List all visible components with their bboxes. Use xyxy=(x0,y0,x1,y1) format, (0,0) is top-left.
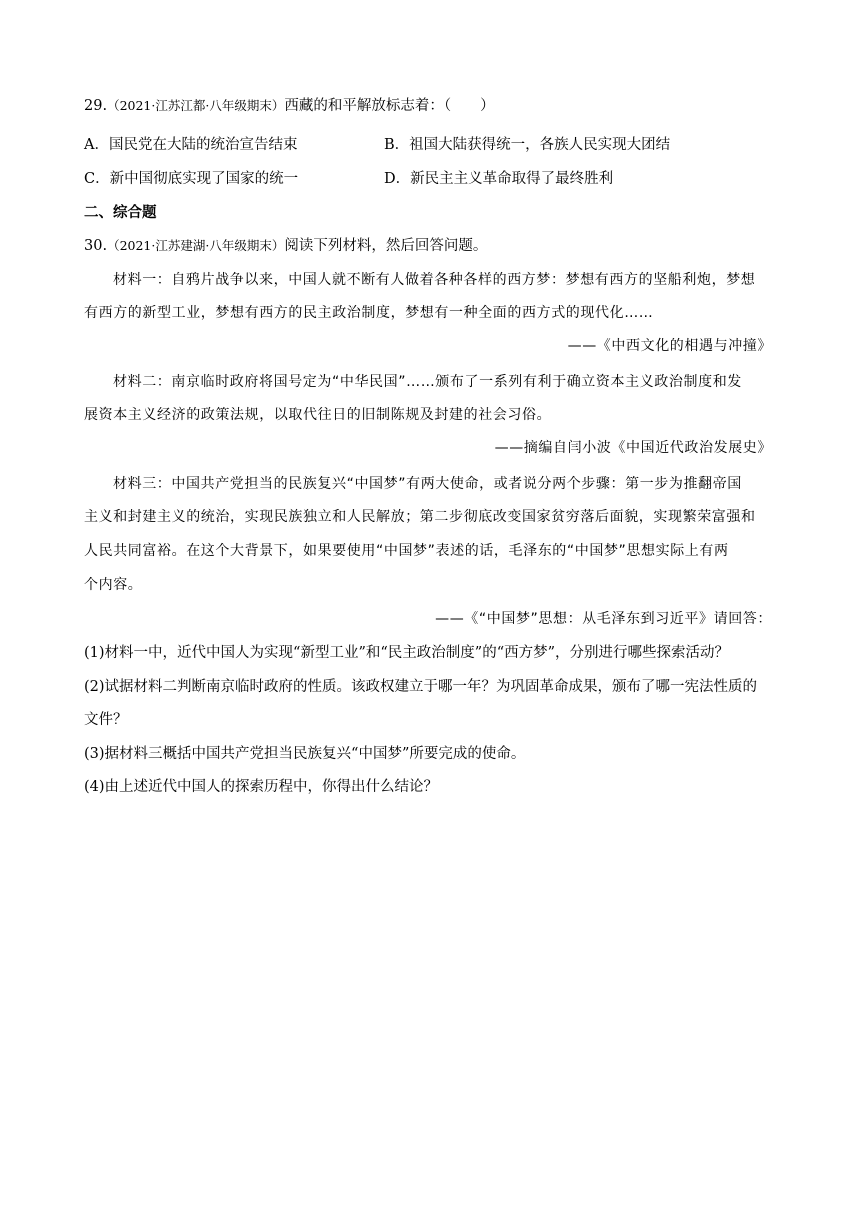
material3-line1: 材料三：中国共产党担当的民族复兴“中国梦”有两大使命，或者说分两个步骤：第一步为推翻帝国 xyxy=(113,476,742,492)
material3-line4: 个内容。 xyxy=(84,577,143,593)
subquestion-3: (3)据材料三概括中国共产党担当民族复兴“中国梦”所要完成的使命。 xyxy=(84,746,526,762)
q30-number: 30. xyxy=(84,238,108,254)
subquestion-4: (4)由上述近代中国人的探索历程中，你得出什么结论？ xyxy=(84,779,439,795)
option-text: 新中国彻底实现了国家的统一 xyxy=(109,171,299,187)
option-text: 祖国大陆获得统一，各族人民实现大团结 xyxy=(409,137,671,153)
option-text: 新民主主义革命取得了最终胜利 xyxy=(410,171,614,187)
subquestion-2-line2: 文件？ xyxy=(84,712,128,728)
q30-stem-text: 阅读下列材料，然后回答问题。 xyxy=(284,238,488,254)
option-text: 国民党在大陆的统治宣告结束 xyxy=(108,137,298,153)
option-letter: C． xyxy=(84,171,110,187)
material1-line2: 有西方的新型工业，梦想有西方的民主政治制度，梦想有一种全面的西方式的现代化…… xyxy=(84,305,654,321)
q29-stem-text: 西藏的和平解放标志着：（ ） xyxy=(284,98,495,114)
material2-line2: 展资本主义经济的政策法规，以取代往日的旧制陈规及封建的社会习俗。 xyxy=(84,407,552,423)
material3-line2: 主义和封建主义的统治，实现民族独立和人民解放；第二步彻底改变国家贫穷落后面貌，实现繁荣富强和 xyxy=(84,509,756,525)
q30-stem xyxy=(84,236,487,256)
option-letter: B． xyxy=(384,137,410,153)
subquestion-1: (1)材料一中，近代中国人为实现“新型工业”和“民主政治制度”的“西方梦”，分别进行哪些探索活动？ xyxy=(84,645,730,661)
q29-option-b xyxy=(384,135,670,155)
material2-line1: 材料二：南京临时政府将国号定为“中华民国”……颁布了一系列有利于确立资本主义政治制度和发 xyxy=(113,374,742,390)
material1-source: ——《中西文化的相遇与冲撞》 xyxy=(567,338,772,354)
q30-source: （2021·江苏建湖·八年级期末） xyxy=(107,238,285,253)
section-title: 二、综合题 xyxy=(84,204,157,221)
q29-option-c xyxy=(84,169,298,189)
q29-option-a xyxy=(84,135,297,155)
subquestion-2-line1: (2)试据材料二判断南京临时政府的性质。该政权建立于哪一年？为巩固革命成果，颁布了哪一宪法性质的 xyxy=(84,679,758,695)
q29-source: （2021·江苏江都·八年级期末） xyxy=(107,98,285,113)
material1-line1: 材料一：自鸦片战争以来，中国人就不断有人做着各种各样的西方梦：梦想有西方的坚船利炮，梦想 xyxy=(113,272,756,288)
option-letter: D． xyxy=(384,171,411,187)
material2-source: ——摘编自闫小波《中国近代政治发展史》 xyxy=(494,440,772,456)
q29-number: 29. xyxy=(84,98,108,114)
material3-line3: 人民共同富裕。在这个大背景下，如果要使用“中国梦”表述的话，毛泽东的“中国梦”思想实际上有两 xyxy=(84,543,729,559)
material3-source: ——《“中国梦”思想：从毛泽东到习近平》请回答： xyxy=(435,611,772,627)
q29-option-d xyxy=(384,169,613,189)
option-letter: A． xyxy=(84,137,109,153)
q29-stem xyxy=(84,96,495,116)
